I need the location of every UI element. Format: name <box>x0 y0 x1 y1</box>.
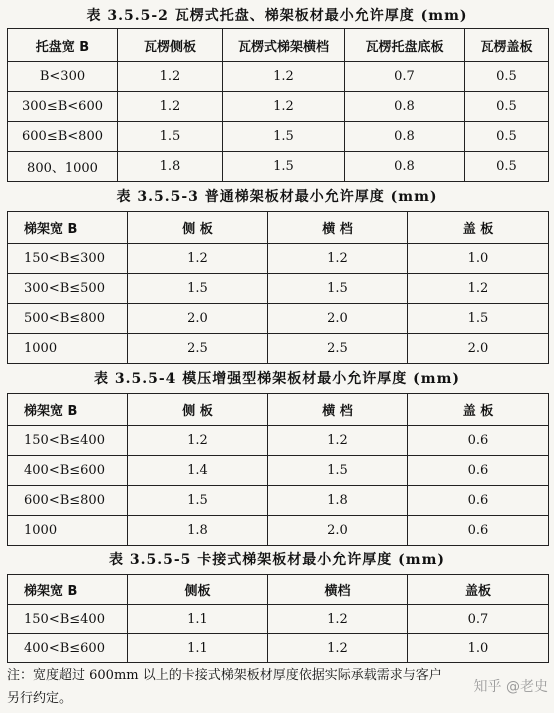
table-2-title: 表 3.5.5-3 普通梯架板材最小允许厚度 (mm) <box>116 189 438 205</box>
table-row <box>8 426 549 456</box>
header-cell: 瓦楞侧板 <box>118 29 223 62</box>
table-cell: 1.2 <box>223 62 345 92</box>
table-cell: 1.2 <box>128 426 268 456</box>
table-cell: 1.5 <box>223 122 345 152</box>
header-cell: 侧 板 <box>128 394 268 426</box>
table-cell: 400<B≤600 <box>8 634 128 663</box>
table-row <box>8 274 549 304</box>
table-4-header-row <box>8 575 549 605</box>
table-cell: 0.7 <box>345 62 465 92</box>
header-cell: 瓦楞托盘底板 <box>345 29 465 62</box>
table-cell: 2.0 <box>268 516 408 546</box>
table-cell: 0.5 <box>465 62 549 92</box>
table-cell: 1.5 <box>118 122 223 152</box>
header-cell: 瓦楞盖板 <box>465 29 549 62</box>
table-cell: 0.8 <box>345 152 465 182</box>
table-cell: 1.8 <box>118 152 223 182</box>
table-cell: 0.8 <box>345 122 465 152</box>
table-cell: 800、1000 <box>8 152 118 182</box>
table-cell: 150<B≤300 <box>8 244 128 274</box>
table-cell: 400<B≤600 <box>8 456 128 486</box>
table-2-header-row <box>8 212 549 244</box>
header-cell: 梯架宽 B <box>8 575 128 605</box>
table-cell: 600≤B<800 <box>8 122 118 152</box>
table-row <box>8 62 549 92</box>
header-cell: 横 档 <box>268 212 408 244</box>
table-cell: 2.5 <box>128 334 268 364</box>
table-1-title: 表 3.5.5-2 瓦楞式托盘、梯架板材最小允许厚度 (mm) <box>86 8 468 24</box>
table-cell: 150<B≤400 <box>8 605 128 634</box>
table-cell: 1.1 <box>128 605 268 634</box>
table-row <box>8 244 549 274</box>
table-row <box>8 122 549 152</box>
table-cell: 1.5 <box>128 274 268 304</box>
table-cell: 1.2 <box>408 274 549 304</box>
table-cell: 2.0 <box>268 304 408 334</box>
table-cell: 1.2 <box>268 426 408 456</box>
table-cell: 0.8 <box>345 92 465 122</box>
table-3-title: 表 3.5.5-4 模压增强型梯架板材最小允许厚度 (mm) <box>93 371 461 387</box>
table-1 <box>7 28 549 182</box>
table-cell: 0.6 <box>408 456 549 486</box>
table-cell: 1.8 <box>268 486 408 516</box>
header-cell: 盖板 <box>408 575 549 605</box>
table-cell: 2.0 <box>128 304 268 334</box>
table-1-header-row <box>8 29 549 62</box>
table-4-title: 表 3.5.5-5 卡接式梯架板材最小允许厚度 (mm) <box>108 552 446 568</box>
table-cell: 1.2 <box>223 92 345 122</box>
table-cell: 0.6 <box>408 516 549 546</box>
table-cell: 1.4 <box>128 456 268 486</box>
table-row <box>8 152 549 182</box>
table-row <box>8 456 549 486</box>
table-cell: 0.5 <box>465 122 549 152</box>
table-cell: 0.5 <box>465 152 549 182</box>
header-cell: 瓦楞式梯架横档 <box>223 29 345 62</box>
table-3 <box>7 393 549 546</box>
table-cell: 1000 <box>8 334 128 364</box>
header-cell: 托盘宽 B <box>8 29 118 62</box>
table-row <box>8 605 549 634</box>
table-cell: 500<B≤800 <box>8 304 128 334</box>
table-cell: 1.2 <box>268 244 408 274</box>
table-cell: 1.2 <box>268 605 408 634</box>
table-cell: 600<B≤800 <box>8 486 128 516</box>
table-row <box>8 486 549 516</box>
table-row <box>8 304 549 334</box>
table-cell: 1.2 <box>268 634 408 663</box>
table-cell: 1.0 <box>408 244 549 274</box>
table-cell: B<300 <box>8 62 118 92</box>
table-cell: 1.5 <box>223 152 345 182</box>
table-cell: 300≤B<600 <box>8 92 118 122</box>
table-row <box>8 92 549 122</box>
header-cell: 横 档 <box>268 394 408 426</box>
table-cell: 1.2 <box>128 244 268 274</box>
header-cell: 横档 <box>268 575 408 605</box>
table-cell: 300<B≤500 <box>8 274 128 304</box>
table-cell: 2.0 <box>408 334 549 364</box>
table-cell: 1.8 <box>128 516 268 546</box>
table-cell: 1.5 <box>128 486 268 516</box>
table-row <box>8 634 549 663</box>
table-cell: 150<B≤400 <box>8 426 128 456</box>
table-cell: 1.2 <box>118 62 223 92</box>
header-cell: 侧板 <box>128 575 268 605</box>
table-cell: 0.5 <box>465 92 549 122</box>
table-cell: 0.7 <box>408 605 549 634</box>
table-cell: 0.6 <box>408 426 549 456</box>
table-row <box>8 334 549 364</box>
table-cell: 1.5 <box>268 456 408 486</box>
table-cell: 2.5 <box>268 334 408 364</box>
table-note: 注：宽度超过 600mm 以上的卡接式梯架板材厚度依据实际承载需求与客户另行约定。 <box>7 668 442 706</box>
table-cell: 0.6 <box>408 486 549 516</box>
table-cell: 1.0 <box>408 634 549 663</box>
table-2 <box>7 211 549 364</box>
watermark: 知乎 @老史 <box>473 679 548 695</box>
table-3-header-row <box>8 394 549 426</box>
table-cell: 1.1 <box>128 634 268 663</box>
header-cell: 侧 板 <box>128 212 268 244</box>
table-4 <box>7 574 549 663</box>
header-cell: 盖 板 <box>408 212 549 244</box>
table-cell: 1.2 <box>118 92 223 122</box>
table-row <box>8 516 549 546</box>
header-cell: 梯架宽 B <box>8 212 128 244</box>
table-cell: 1.5 <box>268 274 408 304</box>
header-cell: 盖 板 <box>408 394 549 426</box>
table-cell: 1000 <box>8 516 128 546</box>
table-cell: 1.5 <box>408 304 549 334</box>
header-cell: 梯架宽 B <box>8 394 128 426</box>
